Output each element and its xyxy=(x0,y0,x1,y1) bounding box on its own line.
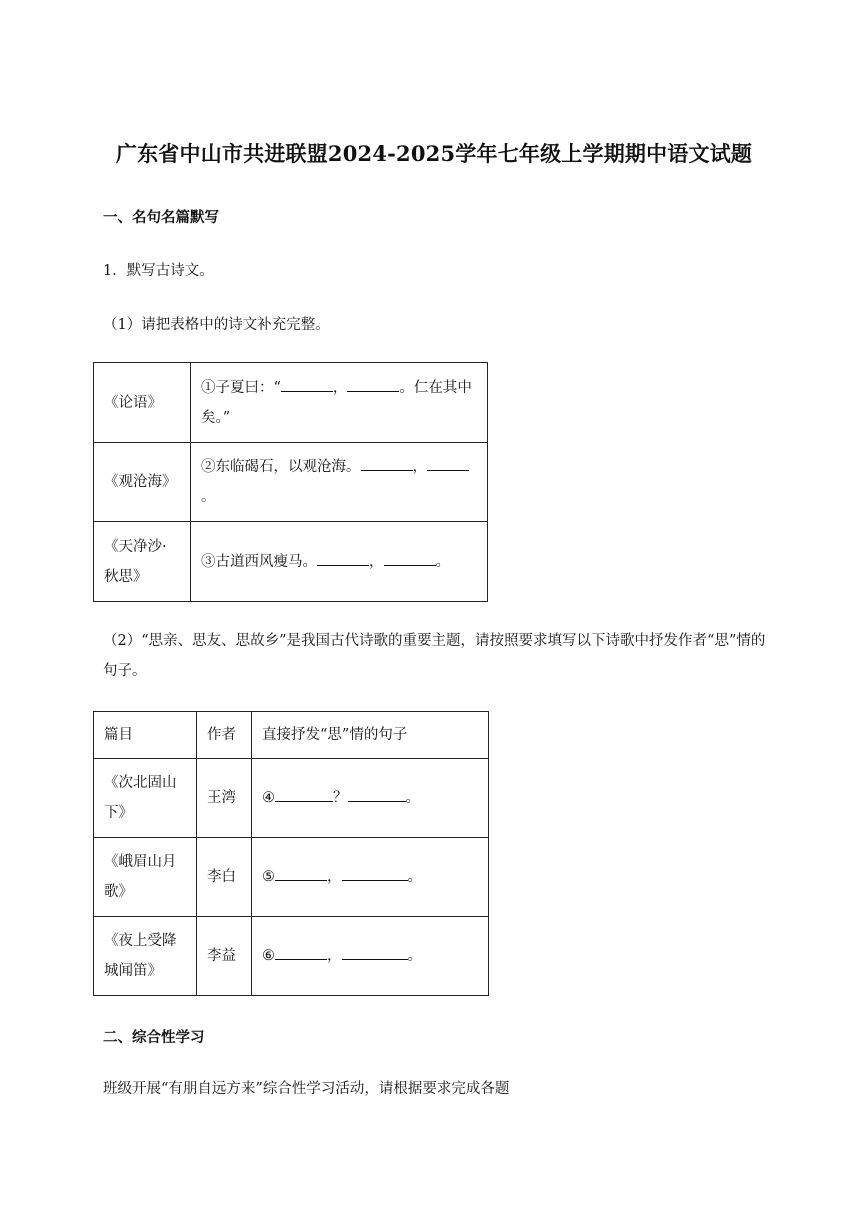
answer-blank[interactable] xyxy=(347,375,399,392)
line-text-post: 。 xyxy=(201,489,216,505)
table-cell-line xyxy=(252,759,489,838)
table-cell-title: 《夜上受降城闻笛》 xyxy=(94,917,197,996)
line-text-pre: ⑥ xyxy=(262,948,275,964)
table-row xyxy=(94,443,488,522)
table-cell-line xyxy=(252,917,489,996)
answer-blank[interactable] xyxy=(275,943,327,960)
line-text-mid: ， xyxy=(369,553,384,570)
table-header-title: 篇目 xyxy=(94,712,197,759)
table-row xyxy=(94,759,489,838)
question-1-label: 1．默写古诗文。 xyxy=(103,263,214,279)
answer-blank[interactable] xyxy=(281,375,333,392)
table-header-line: 直接抒发“思”情的句子 xyxy=(252,712,489,759)
poem-fill-table xyxy=(93,362,488,602)
source-text: 《观沧海》 xyxy=(104,474,177,490)
table-header-author: 作者 xyxy=(197,712,252,759)
line-text-pre: ③古道西风瘦马。 xyxy=(201,553,317,570)
line-text-post: 。 xyxy=(407,948,422,964)
table-row xyxy=(94,917,489,996)
line-text-pre: ⑤ xyxy=(262,869,275,885)
answer-blank[interactable] xyxy=(427,454,469,471)
table-cell-author: 李益 xyxy=(197,917,252,996)
table-header-row xyxy=(94,712,489,759)
line-text-post: 。 xyxy=(407,869,422,885)
answer-blank[interactable] xyxy=(348,785,406,802)
subquestion-2-prompt: （2）“思亲、思友、思故乡”是我国古代诗歌的重要主题，请按照要求填写以下诗歌中抒发作者“思”情的句子。 xyxy=(103,633,766,679)
table-cell-line xyxy=(252,838,489,917)
table-cell-source xyxy=(94,363,191,443)
source-text: 《天净沙·秋思》 xyxy=(104,538,167,585)
line-text-pre: ②东临碣石，以观沧海。 xyxy=(201,459,361,475)
table-cell-line xyxy=(191,522,488,602)
table-cell-line xyxy=(191,443,488,522)
answer-blank[interactable] xyxy=(342,943,408,960)
answer-blank[interactable] xyxy=(361,454,413,471)
source-text: 《论语》 xyxy=(104,394,162,411)
line-text-post: 。仁在其中矣。” xyxy=(201,379,472,426)
line-text-mid: ， xyxy=(327,948,342,964)
line-text-mid: ， xyxy=(412,459,427,475)
table-cell-source xyxy=(94,522,191,602)
table-cell-title: 《峨眉山月歌》 xyxy=(94,838,197,917)
table-row xyxy=(94,363,488,443)
answer-blank[interactable] xyxy=(317,549,369,566)
table-cell-author: 李白 xyxy=(197,838,252,917)
poem-author-table xyxy=(93,711,489,996)
answer-blank[interactable] xyxy=(275,785,333,802)
line-text-mid: ？ xyxy=(333,790,348,806)
table-row xyxy=(94,838,489,917)
table-row xyxy=(94,522,488,602)
answer-blank[interactable] xyxy=(384,549,436,566)
section-heading-2: 二、综合性学习 xyxy=(103,1029,205,1046)
table-cell-source xyxy=(94,443,191,522)
table-cell-line xyxy=(191,363,488,443)
line-text-post: 。 xyxy=(435,553,450,570)
table-cell-author: 王湾 xyxy=(197,759,252,838)
answer-blank[interactable] xyxy=(342,864,408,881)
section-heading-1: 一、名句名篇默写 xyxy=(103,209,219,226)
page-title: 广东省中山市共进联盟2024-2025学年七年级上学期期中语文试题 xyxy=(115,141,753,166)
section-2-intro: 班级开展“有朋自远方来”综合性学习活动，请根据要求完成各题 xyxy=(103,1081,510,1097)
answer-blank[interactable] xyxy=(275,864,327,881)
table-cell-title: 《次北固山下》 xyxy=(94,759,197,838)
line-text-pre: ①子夏曰：“ xyxy=(201,379,281,396)
line-text-post: 。 xyxy=(405,790,420,806)
line-text-pre: ④ xyxy=(262,790,275,806)
subquestion-1-prompt: （1）请把表格中的诗文补充完整。 xyxy=(103,317,330,333)
line-text-mid: ， xyxy=(327,869,342,885)
line-text-mid: ， xyxy=(332,379,348,396)
